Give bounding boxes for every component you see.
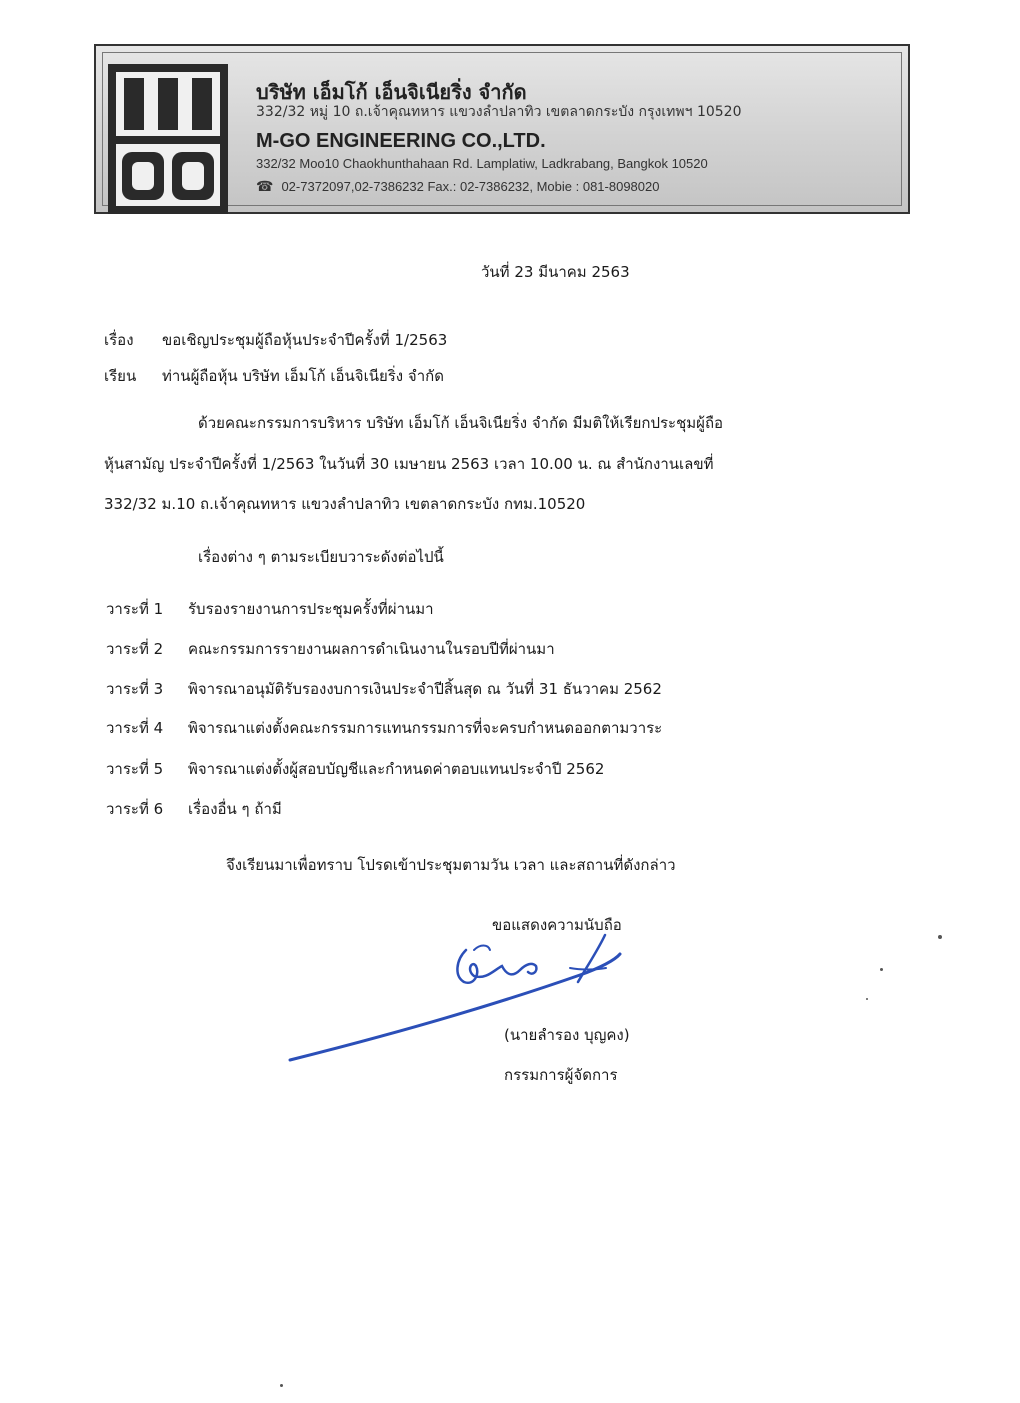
subject-line — [104, 328, 447, 352]
agenda-label: วาระที่ 1 — [106, 600, 164, 618]
subject-text: ขอเชิญประชุมผู้ถือหุ้นประจำปีครั้งที่ 1/2563 — [162, 331, 448, 349]
agenda-text: พิจารณาแต่งตั้งคณะกรรมการแทนกรรมการที่จะครบกำหนดออกตามวาระ — [188, 719, 663, 737]
signatory-title: กรรมการผู้จัดการ — [504, 1066, 618, 1084]
subject-label: เรื่อง — [104, 331, 134, 349]
agenda-text: เรื่องอื่น ๆ ถ้ามี — [188, 800, 282, 818]
agenda-item — [106, 797, 282, 821]
agenda-text: รับรองรายงานการประชุมครั้งที่ผ่านมา — [188, 600, 434, 618]
agenda-label: วาระที่ 6 — [106, 800, 164, 818]
agenda-item — [106, 716, 662, 740]
agenda-text: พิจารณาแต่งตั้งผู้สอบบัญชีและกำหนดค่าตอบแทนประจำปี 2562 — [188, 760, 605, 778]
scan-speck — [938, 935, 942, 939]
company-name-english: M-GO ENGINEERING CO.,LTD. — [256, 130, 546, 152]
body-line-3: 332/32 ม.10 ถ.เจ้าคุณทหาร แขวงลำปลาทิว เขตลาดกระบัง กทม.10520 — [104, 495, 586, 513]
company-name-thai: บริษัท เอ็มโก้ เอ็นจิเนียริ่ง จำกัด — [256, 80, 527, 104]
recipient-label: เรียน — [104, 367, 137, 385]
scan-speck — [866, 998, 868, 1000]
scan-speck — [280, 1384, 283, 1387]
body-line-1: ด้วยคณะกรรมการบริหาร บริษัท เอ็มโก้ เอ็นจิเนียริ่ง จำกัด มีมติให้เรียกประชุมผู้ถือ — [198, 414, 724, 432]
phone-icon: ☎ — [256, 178, 274, 194]
company-phone: 02-7372097,02-7386232 Fax.: 02-7386232, Mobie : 081-8098020 — [281, 179, 660, 194]
agenda-item — [106, 637, 555, 661]
company-address-thai: 332/32 หมู่ 10 ถ.เจ้าคุณทหาร แขวงลำปลาทิว เขตลาดกระบัง กรุงเทพฯ 10520 — [256, 104, 742, 120]
agenda-item — [106, 757, 604, 781]
signatory-name: (นายลำรอง บุญคง) — [504, 1026, 630, 1044]
company-address-english: 332/32 Moo10 Chaokhunthahaan Rd. Lamplatiw, Ladkrabang, Bangkok 10520 — [256, 156, 708, 171]
regards-line: ขอแสดงความนับถือ — [492, 916, 622, 934]
recipient-text: ท่านผู้ถือหุ้น บริษัท เอ็มโก้ เอ็นจิเนียริ่ง จำกัด — [162, 367, 444, 385]
scan-speck — [880, 968, 883, 971]
agenda-text: คณะกรรมการรายงานผลการดำเนินงานในรอบปีที่ผ่านมา — [188, 640, 555, 658]
company-logo — [108, 64, 228, 214]
letter-date: วันที่ 23 มีนาคม 2563 — [481, 263, 630, 281]
agenda-label: วาระที่ 3 — [106, 680, 164, 698]
closing-line: จึงเรียนมาเพื่อทราบ โปรดเข้าประชุมตามวัน เวลา และสถานที่ดังกล่าว — [226, 856, 676, 874]
agenda-item — [106, 677, 662, 701]
agenda-label: วาระที่ 2 — [106, 640, 164, 658]
recipient-line — [104, 364, 444, 388]
agenda-label: วาระที่ 4 — [106, 719, 164, 737]
agenda-text: พิจารณาอนุมัติรับรองงบการเงินประจำปีสิ้นสุด ณ วันที่ 31 ธันวาคม 2562 — [188, 680, 662, 698]
handwritten-signature — [280, 930, 680, 1080]
body-line-2: หุ้นสามัญ ประจำปีครั้งที่ 1/2563 ในวันที่ 30 เมษายน 2563 เวลา 10.00 น. ณ สำนักงานเลขที่ — [104, 455, 714, 473]
agenda-label: วาระที่ 5 — [106, 760, 164, 778]
company-contact — [256, 178, 659, 195]
agenda-intro: เรื่องต่าง ๆ ตามระเบียบวาระดังต่อไปนี้ — [198, 548, 444, 566]
agenda-item — [106, 597, 434, 621]
